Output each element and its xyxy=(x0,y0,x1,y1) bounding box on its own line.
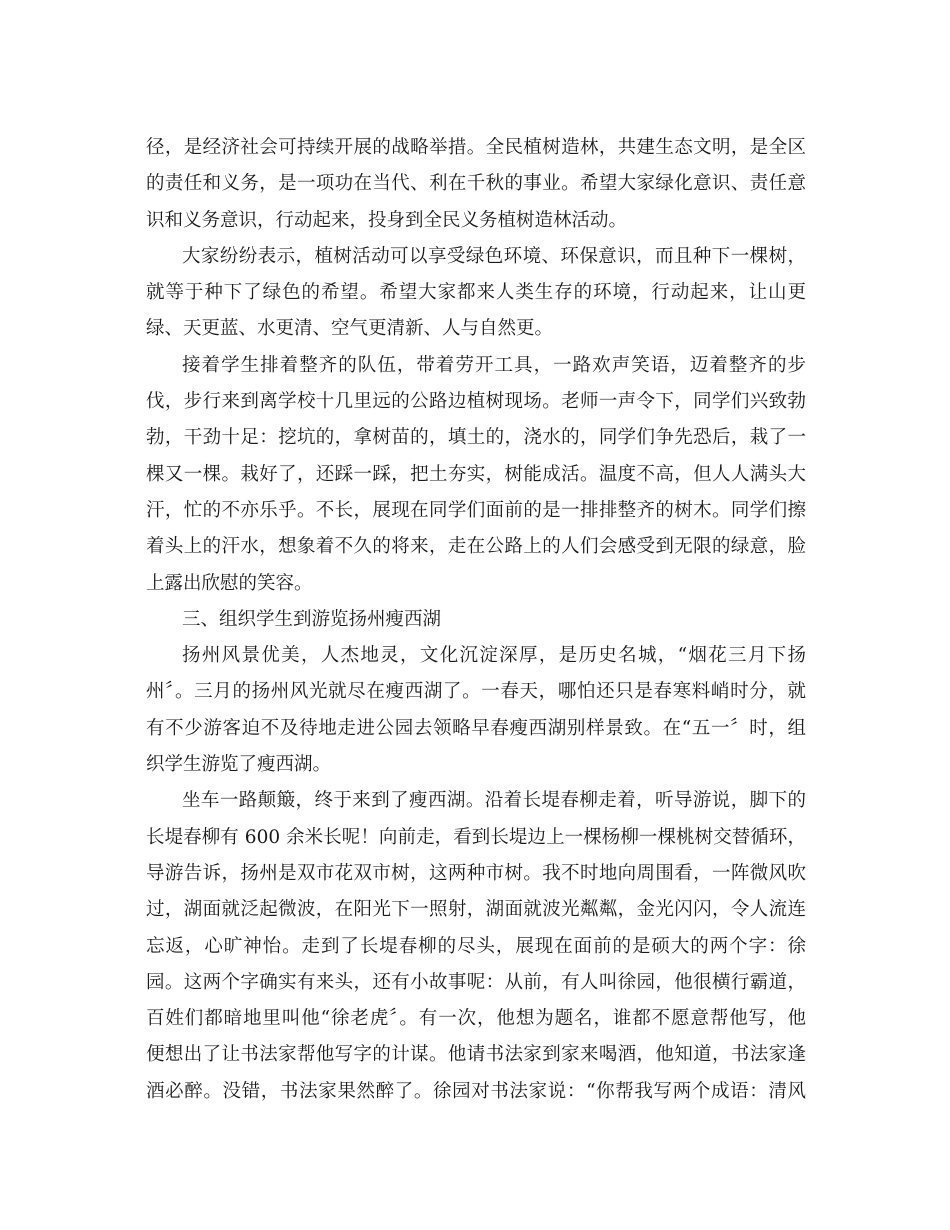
text-line: 汗，忙的不亦乐乎。不长，展现在同学们面前的是一排排整齐的树木。同学们擦 xyxy=(146,499,806,521)
text-line: 百姓们都暗地里叫他“徐老虎〞。有一次，他想为题名，谁都不愿意帮他写，他 xyxy=(146,1008,806,1030)
text-line: 的责任和义务，是一项功在当代、利在千秋的事业。希望大家绿化意识、责任意 xyxy=(146,173,806,195)
text-line: 坐车一路颠簸，终于来到了瘦西湖。沿着长堤春柳走着，听导游说，脚下的 xyxy=(182,790,806,812)
text-line: 就等于种下了绿色的希望。希望大家都来人类生存的环境，行动起来，让山更 xyxy=(146,282,806,304)
text-line: 过，湖面就泛起微波，在阳光下一照射，湖面就波光粼粼，金光闪闪，令人流连 xyxy=(146,899,806,921)
text-line: 酒必醉。没错，书法家果然醉了。徐园对书法家说：“你帮我写两个成语：清风 xyxy=(146,1080,806,1102)
text-line: 径，是经济社会可持续开展的战略举措。全民植树造林，共建生态文明，是全区 xyxy=(146,137,806,158)
text-line: 识和义务意识，行动起来，投身到全民义务植树造林活动。 xyxy=(146,209,628,231)
text-line: 勃，干劲十足：挖坑的，拿树苗的，填土的，浇水的，同学们争先恐后，栽了一 xyxy=(146,427,806,449)
document-body xyxy=(146,130,806,1110)
text-line: 州〞。三月的扬州风光就尽在瘦西湖了。一春天，哪怕还只是春寒料峭时分，就 xyxy=(146,681,806,703)
text-line: 三、组织学生到游览扬州瘦西湖 xyxy=(182,608,442,630)
text-line: 有不少游客迫不及待地走进公园去领略早春瘦西湖别样景致。在“五一〞时，组 xyxy=(146,717,806,739)
text-line: 绿、天更蓝、水更清、空气更清新、人与自然更。 xyxy=(146,318,554,340)
text-line: 扬州风景优美，人杰地灵，文化沉淀深厚，是历史名城，“烟花三月下扬 xyxy=(182,645,806,667)
text-line: 棵又一棵。栽好了，还踩一踩，把土夯实，树能成活。温度不高，但人人满头大 xyxy=(146,463,806,485)
text-line: 导游告诉，扬州是双市花双市树，这两种市树。我不时地向周围看，一阵微风吹 xyxy=(146,862,806,884)
text-line: 织学生游览了瘦西湖。 xyxy=(146,754,332,776)
text-line: 长堤春柳有 600 余米长呢！向前走，看到长堤边上一棵杨柳一棵桃树交替循环， xyxy=(146,826,806,848)
text-line: 便想出了让书法家帮他写字的计谋。他请书法家到家来喝酒，他知道，书法家逢 xyxy=(146,1044,806,1066)
text-line: 着头上的汗水，想象着不久的将来，走在公路上的人们会感受到无限的绿意，脸 xyxy=(146,536,806,558)
text-line: 接着学生排着整齐的队伍，带着劳开工具，一路欢声笑语，迈着整齐的步 xyxy=(182,354,806,376)
text-line: 伐，步行来到离学校十几里远的公路边植树现场。老师一声令下，同学们兴致勃 xyxy=(146,391,806,413)
text-line: 大家纷纷表示，植树活动可以享受绿色环境、环保意识，而且种下一棵树， xyxy=(182,245,806,267)
text-line: 园。这两个字确实有来头，还有小故事呢：从前，有人叫徐园，他很横行霸道， xyxy=(146,971,806,993)
text-line: 忘返，心旷神怡。走到了长堤春柳的尽头，展现在面前的是硕大的两个字：徐 xyxy=(146,935,806,957)
text-line: 上露出欣慰的笑容。 xyxy=(146,572,313,594)
